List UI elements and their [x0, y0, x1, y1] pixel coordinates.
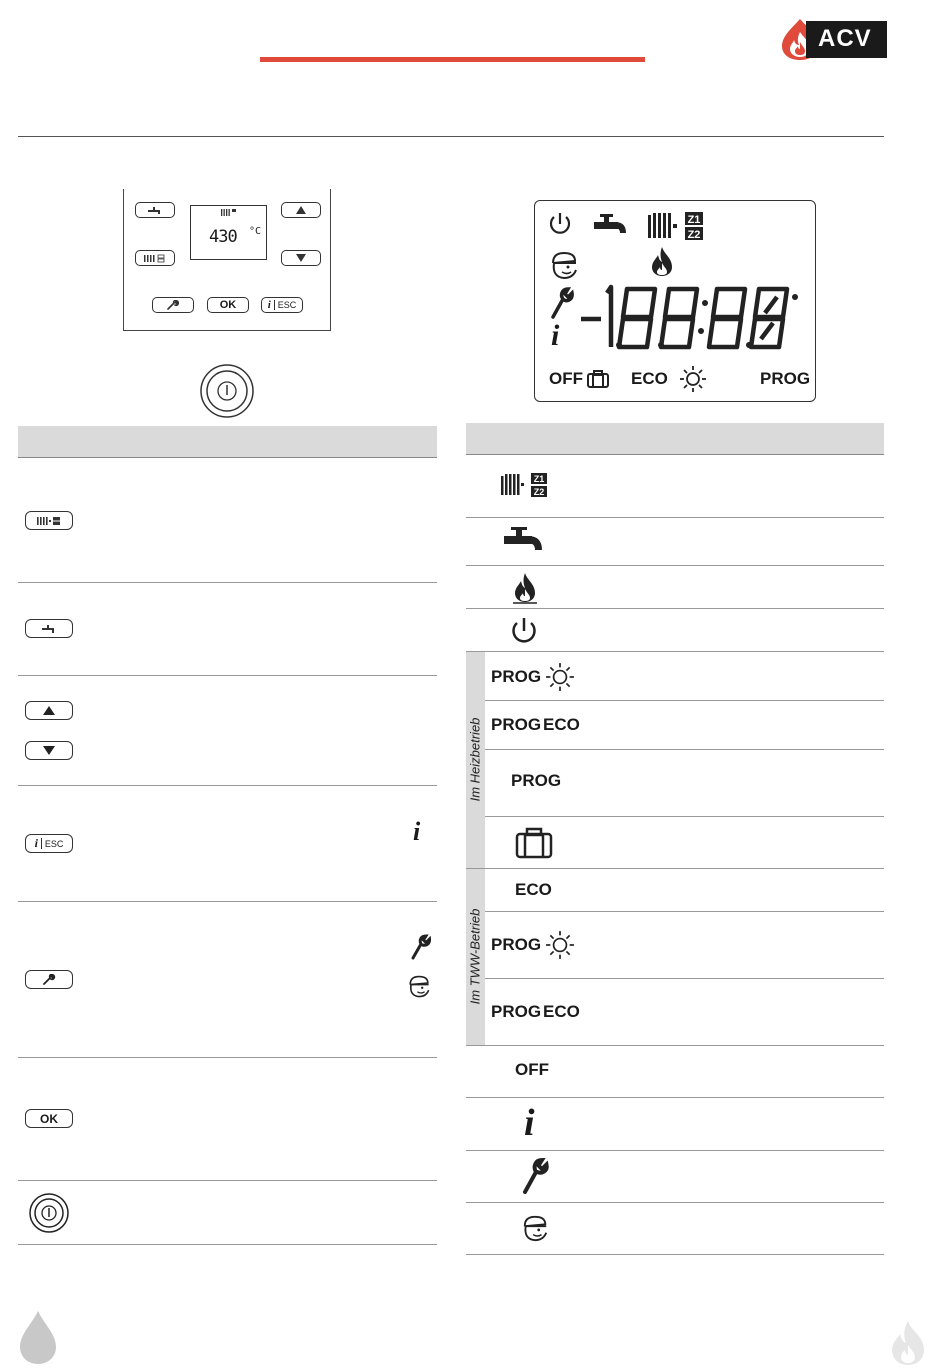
wrench-icon	[520, 1157, 550, 1195]
panel-down-button[interactable]	[281, 250, 321, 266]
power-icon	[547, 211, 573, 237]
header-accent-bar	[260, 57, 645, 62]
flame-icon	[512, 572, 538, 604]
panel-dhw-button[interactable]	[135, 202, 175, 218]
ok-key[interactable]	[25, 1109, 73, 1128]
service-key[interactable]	[25, 970, 73, 989]
tap-icon	[40, 624, 58, 633]
panel-up-button[interactable]	[281, 202, 321, 218]
sun-icon	[679, 365, 707, 393]
acv-logo	[780, 18, 887, 61]
heating-group-band	[466, 652, 485, 868]
flame-icon	[650, 246, 674, 278]
row-divider	[466, 1150, 884, 1151]
panel-service-button[interactable]	[152, 297, 194, 313]
technician-icon	[407, 975, 431, 999]
heating-key[interactable]	[25, 511, 73, 530]
water-drop-icon	[18, 1310, 58, 1365]
radiator-icon	[143, 254, 167, 263]
eco-text: ECO	[515, 880, 552, 899]
power-key[interactable]	[28, 1193, 70, 1233]
radiator-zone-icon	[647, 211, 707, 241]
row-divider	[466, 868, 884, 869]
row-divider	[485, 749, 884, 750]
info-icon: i	[524, 1102, 535, 1144]
dhw-group-band	[466, 869, 485, 1045]
prog-text: PROG	[491, 715, 542, 734]
lcd-prog-label: PROG	[760, 369, 811, 388]
row-divider	[18, 582, 437, 583]
panel-ok-button[interactable]	[207, 297, 249, 313]
tap-icon	[593, 213, 629, 239]
row-divider	[485, 700, 884, 701]
svg-text:Z1: Z1	[687, 214, 701, 226]
wrench-icon	[549, 287, 575, 319]
panel-display-value: 430	[209, 227, 237, 247]
svg-text:Z1: Z1	[533, 474, 545, 484]
arrow-down-icon	[296, 254, 306, 262]
arrow-up-icon	[296, 206, 306, 214]
row-divider	[466, 651, 884, 652]
row-divider	[466, 1097, 884, 1098]
esc-label: ESC	[277, 300, 297, 310]
wrench-icon	[167, 300, 179, 310]
arrow-down-icon	[43, 746, 55, 755]
power-icon	[510, 616, 538, 646]
prog-text: PROG	[511, 771, 562, 790]
seven-segment-digits	[577, 283, 807, 353]
brand-name: ACV	[818, 25, 872, 52]
row-divider	[18, 1057, 437, 1058]
info-symbol: i	[413, 817, 421, 846]
row-divider	[466, 1202, 884, 1203]
row-divider	[485, 978, 884, 979]
row-divider	[18, 1180, 437, 1181]
row-divider	[485, 911, 884, 912]
heating-group-label: Im Heizbetrieb	[467, 717, 483, 802]
lcd-eco-label: ECO	[631, 369, 668, 388]
wrench-icon	[410, 934, 432, 960]
ok-label: OK	[40, 1111, 58, 1126]
row-divider	[466, 565, 884, 566]
row-divider	[18, 785, 437, 786]
radiator-zone-icon	[36, 516, 62, 526]
arrow-up-icon	[43, 706, 55, 715]
svg-text:Z2: Z2	[533, 487, 545, 497]
panel-info-esc-button[interactable]	[261, 297, 303, 313]
power-switch-icon	[197, 364, 257, 419]
control-panel-illustration	[123, 189, 331, 331]
power-knob[interactable]	[197, 364, 257, 419]
prog-text: PROG	[491, 667, 542, 686]
down-key[interactable]	[25, 741, 73, 760]
prog-text: PROG	[491, 935, 542, 954]
info-icon: i	[34, 836, 38, 850]
right-table-header	[466, 423, 884, 455]
radiator-zone-icon	[500, 472, 548, 498]
eco-text: ECO	[543, 715, 580, 734]
dhw-group-label: Im TWW-Betrieb	[467, 908, 483, 1005]
radiator-icon	[221, 209, 237, 216]
row-divider	[18, 1244, 437, 1245]
off-text: OFF	[515, 1060, 549, 1079]
sun-icon	[545, 930, 575, 960]
suitcase-icon	[515, 827, 553, 859]
header-divider	[18, 136, 884, 137]
panel-ok-label: OK	[219, 299, 237, 311]
panel-display-unit: °C	[249, 226, 262, 237]
row-divider	[18, 675, 437, 676]
left-table-header	[18, 426, 437, 458]
lcd-off-label: OFF	[549, 369, 583, 388]
tap-icon	[147, 206, 163, 214]
row-divider	[466, 1254, 884, 1255]
eco-text: ECO	[543, 1002, 580, 1021]
row-divider	[18, 901, 437, 902]
wrench-icon	[42, 974, 56, 985]
lcd-display	[534, 200, 816, 402]
flame-watermark-icon	[890, 1320, 926, 1366]
info-esc-key[interactable]	[25, 834, 73, 853]
info-icon: i	[267, 299, 271, 311]
row-divider	[466, 517, 884, 518]
prog-text: PROG	[491, 1002, 542, 1021]
row-divider	[466, 1045, 884, 1046]
suitcase-icon	[587, 370, 609, 388]
row-divider	[485, 816, 884, 817]
technician-icon	[549, 251, 579, 281]
panel-mini-display	[190, 205, 267, 260]
row-divider	[466, 608, 884, 609]
sun-icon	[545, 662, 575, 692]
up-key[interactable]	[25, 701, 73, 720]
svg-text:Z2: Z2	[687, 229, 701, 241]
technician-icon	[521, 1215, 549, 1243]
panel-heating-button[interactable]	[135, 250, 175, 266]
tap-icon	[503, 526, 545, 556]
esc-label: ESC	[44, 838, 64, 849]
info-icon: i	[551, 319, 560, 352]
dhw-key[interactable]	[25, 619, 73, 638]
